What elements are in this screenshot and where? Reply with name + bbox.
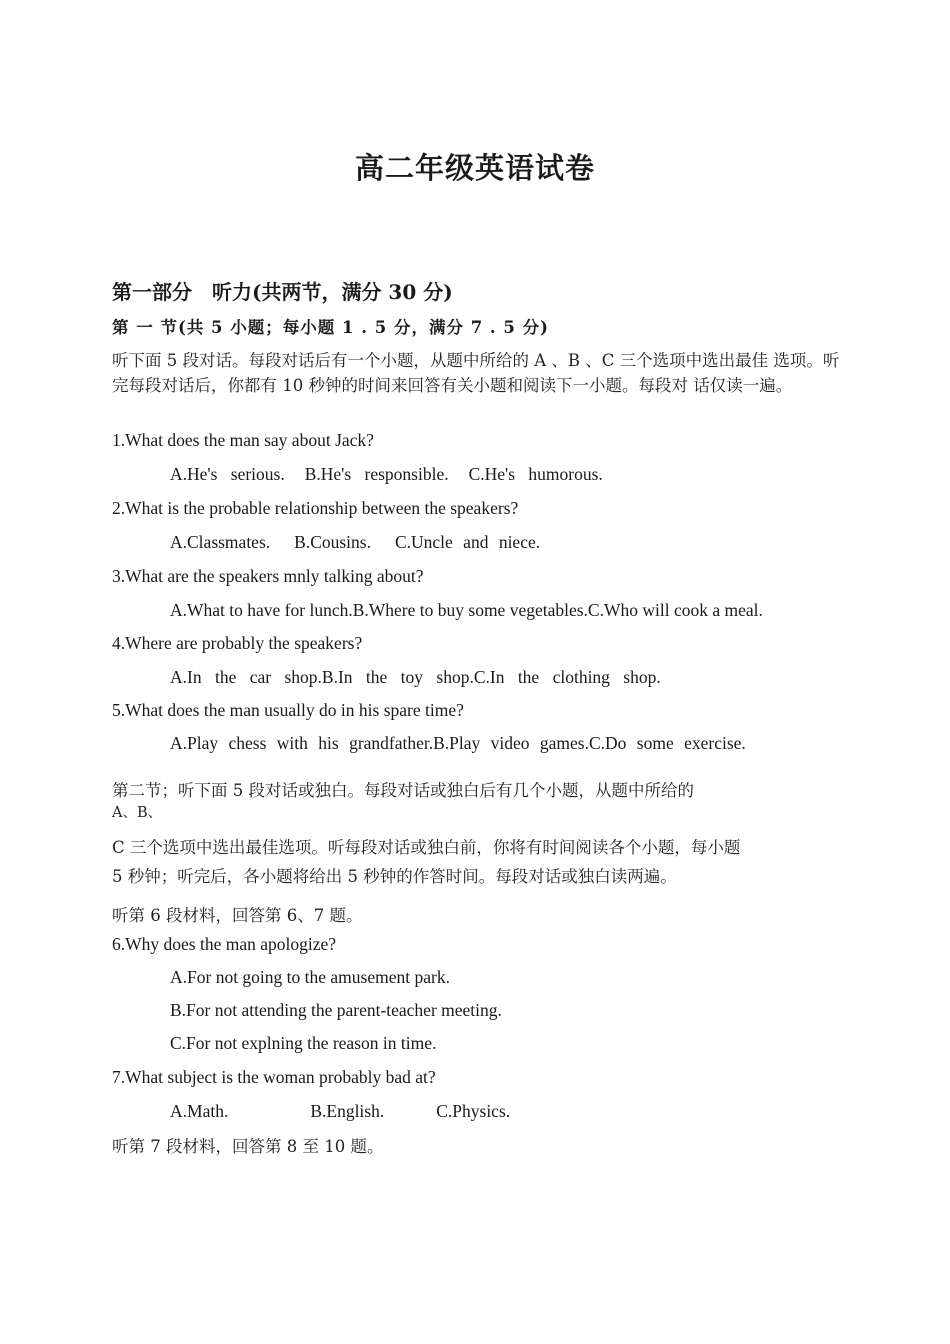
question-2-stem: 2.What is the probable relationship between the speakers?	[112, 498, 519, 518]
option-2c: C.Uncle and niece.	[394, 532, 541, 552]
question-3-stem: 3.What are the speakers mnly talking about?	[112, 566, 424, 586]
question-4-stem: 4.Where are probably the speakers?	[112, 633, 363, 653]
option-1c: C.He's humorous.	[468, 464, 603, 484]
option-6a: A.For not going to the amusement park.	[170, 967, 450, 987]
option-2b: B.Cousins.	[294, 532, 371, 552]
option-7c: C.Physics.	[436, 1101, 511, 1121]
question-1-options	[170, 464, 603, 485]
question-5-options: A.Play chess with his grandfather.B.Play video games.C.Do some exercise.	[170, 733, 746, 753]
page-title: 高二年级英语试卷	[354, 151, 595, 185]
section1-heading: 第 一 节(共 5 小题；每小题 1 . 5 分，满分 7 . 5 分)	[112, 318, 549, 337]
question-2-options	[170, 532, 540, 553]
material-6-label: 听第 6 段材料，回答第 6、7 题。	[112, 906, 363, 925]
option-6c: C.For not explning the reason in time.	[170, 1033, 437, 1053]
part-heading: 第一部分 听力(共两节，满分 30 分)	[112, 280, 453, 304]
section2-intro-line3: C 三个选项中选出最佳选项。听每段对话或独白前，你将有时间阅读各个小题，每小题	[112, 838, 741, 857]
question-5-stem: 5.What does the man usually do in his spare time?	[112, 700, 464, 720]
question-6-stem: 6.Why does the man apologize?	[112, 934, 337, 954]
question-1-stem: 1.What does the man say about Jack?	[112, 430, 374, 450]
option-2a: A.Classmates.	[170, 532, 271, 552]
section1-instructions: 听下面 5 段对话。每段对话后有一个小题，从题中所给的 A 、B 、C 三个选项中选出最佳 选项。听完每段对话后，你都有 10 秒钟的时间来回答有关小题和阅读下一小题。每段对 话仅读一遍。	[112, 351, 840, 395]
option-1a: A.He's serious.	[170, 464, 285, 484]
option-6b: B.For not attending the parent-teacher meeting.	[170, 1000, 502, 1020]
option-7b: B.English.	[310, 1101, 385, 1121]
material-7-label: 听第 7 段材料，回答第 8 至 10 题。	[112, 1137, 384, 1156]
option-1b: B.He's responsible.	[304, 464, 449, 484]
question-7-options	[170, 1101, 510, 1122]
question-7-stem: 7.What subject is the woman probably bad at?	[112, 1067, 436, 1087]
section2-intro-line2: A、B、	[112, 805, 163, 821]
question-3-options: A.What to have for lunch.B.Where to buy some vegetables.C.Who will cook a meal.	[170, 600, 763, 620]
option-7a: A.Math.	[170, 1101, 229, 1121]
question-4-options: A.In the car shop.B.In the toy shop.C.In the clothing shop.	[170, 667, 661, 687]
section2-intro-line1: 第二节；听下面 5 段对话或独白。每段对话或独白后有几个小题，从题中所给的	[112, 781, 694, 800]
section2-intro-line4: 5 秒钟；听完后，各小题将给出 5 秒钟的作答时间。每段对话或独白读两遍。	[112, 867, 677, 886]
